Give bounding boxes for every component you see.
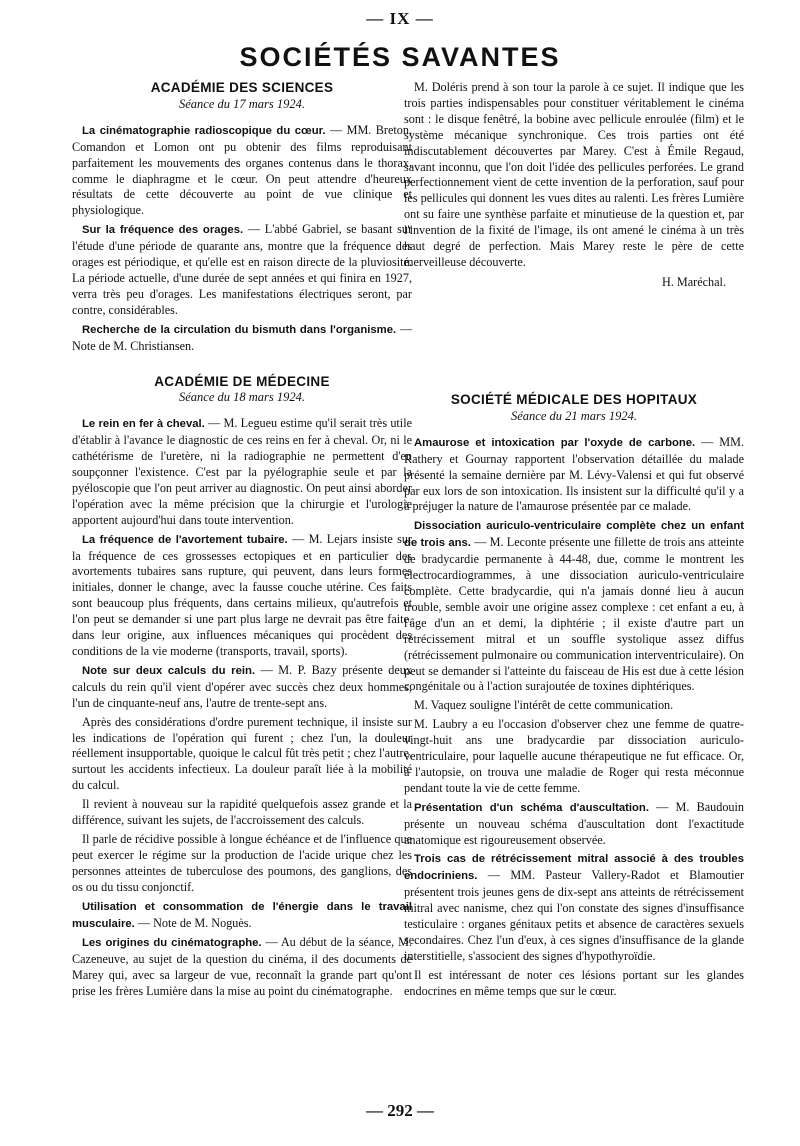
article-text: — Au début de la séance, M. Cazeneuve, au sujet de la question du cinéma, il des documents de Marey qui, avec sa largeur de vue, reconnaît la grande part qu'ont prise les frères Lumière dans la mise au point du cinématographe. — [72, 935, 412, 999]
article-lead: Présentation d'un schéma d'auscultation. — [414, 801, 649, 814]
article-lead: Les origines du cinématographe. — [82, 937, 262, 950]
article-dissociation — [404, 518, 744, 695]
article-text: — M. Legueu estime qu'il serait très utile d'établir à l'avance le diagnostic de ces reins en fer à cheval. Or, ni le cathétérisme de l'uretère, ni la radiographie ne permettent d'en soupçonner l'existence. C'est par la pyélographie seule et par la pyéloscopie que l'on peut arriver au diagnostic. On peut ainsi aborder l'opération avec la même précision que la chirurgie et l'urologie apportent aujourd'hui dans toute intervention. — [72, 416, 412, 527]
article-lead: Amaurose et intoxication par l'oxyde de carbone. — [414, 436, 696, 449]
article-circulation-bismuth — [72, 322, 412, 355]
article-text: — M. Leconte présente une fillette de trois ans atteinte de bradycardie permanente à 44-48, due, comme le montrent les électrocardiogrammes, à une dissociation auriculo-ventriculaire complète. Cette bradycardie, qui n'a jamais donné lieu à aucun trouble, semble avoir une origine assez complexe : cet enfant a eu, à l'âge d'un an et demi, la diphtérie ; il existe d'autre part un rétrécissement mitral et un souffle systolique assez diffus (rétrécissement pulmonaire ou communication interventriculaire). On peut se demander si l'atteinte du faisceau de His est due à cette lésion congénitale ou à l'action surajoutée de toxines diphtériques. — [404, 535, 745, 694]
article-text: — M. P. Bazy présente deux calculs du rein qu'il vient d'opérer avec succès chez deux hommes, l'un de cinquante-neuf ans, l'autre de trente-sept ans. — [72, 662, 412, 710]
article-text: — MM. Breton, Comandon et Lomon ont pu obtenir des films reproduisant parfaitement les mouvements des organes contenus dans le thorax, comme le diaphragme et le cœur. On peut attendre d'heureux résultats de cette découverte au point de vue clinique et physiologique. — [72, 122, 413, 218]
left-column — [72, 80, 412, 1003]
article-origines-cinematographe — [72, 935, 412, 1000]
article-text: Il est intéressant de noter ces lésions portant sur les glandes endocrines en même temps que sur le cœur. — [404, 967, 744, 998]
article-energie-musculaire — [72, 899, 412, 933]
section-title-academie-sciences: ACADÉMIE DES SCIENCES — [150, 80, 334, 95]
article-text: — L'abbé Gabriel, se basant sur l'étude d'une période de quarante ans, montre que la fréquence des orages est périodique, et qu'elle est en raison directe de la pluviosité. La période actuelle, d'une durée de sept années et qui finira en 1927, verra très peu d'orages. Les manifestations électriques seront, par contre, considérables. — [72, 222, 413, 317]
article-paragraph — [404, 717, 744, 797]
article-lead: La fréquence de l'avortement tubaire. — [82, 533, 288, 546]
page-title: SOCIÉTÉS SAVANTES — [239, 42, 561, 72]
seance-date-sciences: Séance du 17 mars 1924. — [178, 96, 306, 111]
article-text: M. Vaquez souligne l'intérêt de cette communication. — [414, 698, 674, 713]
article-lead: Sur la fréquence des orages. — [82, 224, 244, 237]
article-avortement-tubaire — [72, 532, 412, 660]
article-text: Après des considérations d'ordre purement technique, il insiste sur les indications de l'opération qui furent ; chez l'un, la douleur réellement insupportable, quoique le calcul fût très petit ; chez l'autre, surtout les accidents infectieux. La douleur paraît liée à la mobilité du calcul. — [72, 714, 412, 793]
article-text: M. Laubry a eu l'occasion d'observer chez une femme de quatre-vingt-huit ans une bradycardie par dissociation auriculo-ventriculaire, pour laquelle aucune thérapeutique ne fut efficace. Or, à l'autopsie, on trouva une maladie de Roger qui resta méconnue pendant toute la vie de cette femme. — [404, 717, 744, 795]
article-text: — Note de M. Noguès. — [137, 915, 252, 930]
section-title-societe-medicale: SOCIÉTÉ MÉDICALE DES HOPITAUX — [450, 392, 698, 407]
article-lead: Note sur deux calculs du rein. — [82, 664, 256, 677]
article-retrecissement-mitral — [404, 851, 744, 964]
article-lead: Trois cas de rétrécissement mitral associé à des troubles endocriniens. — [404, 853, 744, 883]
right-column-upper — [404, 80, 744, 291]
article-paragraph-doleris — [404, 80, 744, 271]
article-text: Il parle de récidive possible à longue échéance et de l'influence que peut exercer le régime sur la production de l'acide urique chez les personnes atteintes de tuberculose des poumons, des ganglions, des os ou du tissu conjonctif. — [72, 831, 412, 894]
article-paragraph — [72, 832, 412, 896]
article-text: — Note de M. Christiansen. — [72, 321, 412, 353]
page-number-roman: — IX — — [366, 9, 434, 28]
article-frequence-orages — [72, 222, 412, 318]
signature: H. Maréchal. — [662, 274, 726, 289]
article-lead: Le rein en fer à cheval. — [82, 418, 205, 431]
page-number: — 292 — — [366, 1101, 434, 1120]
article-text: M. Doléris prend à son tour la parole à ce sujet. Il indique que les trois parties indispensables pour constituer véritablement le cinéma sont : le disque fenêtré, la bobine avec pellicule enroulée (film) et le système mécanique synchronique. Ces trois parties ont été indiscutablement découvertes par Marey. C'est à Émile Regaud, savant inconnu, que l'on doit l'idée des pellicules perforées. Le grand perfectionnement vient de cette invention de la perforation, sauf pour les pellicules qui donnent les vues dites au ralenti. Les frères Lumière ont su faire une synthèse parfaite et minutieuse de la question et, par l'invention de la fixité de l'image, ils ont amené le cinéma à un très haut degré de perfection. Mais Marey reste le père de cette merveilleuse découverte. — [404, 80, 744, 269]
article-lead: Utilisation et consommation de l'énergie dans le travail musculaire. — [72, 900, 412, 930]
article-paragraph — [72, 797, 412, 829]
article-text: Il revient à nouveau sur la rapidité quelquefois assez grande et la différence, suivant les sujets, de l'accroissement des calculs. — [72, 797, 412, 828]
article-lead: La cinématographie radioscopique du cœur. — [82, 124, 326, 137]
article-paragraph — [404, 698, 744, 714]
seance-date-societe: Séance du 21 mars 1924. — [510, 408, 638, 423]
article-schema-auscultation — [404, 800, 744, 849]
article-paragraph — [72, 715, 412, 795]
right-column-lower — [404, 392, 744, 1003]
article-text: — M. Baudouin présente un nouveau schéma d'auscultation dont l'exactitude anatomique est rigoureusement observée. — [404, 799, 745, 847]
article-lead: Dissociation auriculo-ventriculaire complète chez un enfant de trois ans. — [404, 520, 744, 550]
article-cinematographie-radioscopique — [72, 123, 412, 219]
article-calculs-rein — [72, 663, 412, 712]
article-paragraph — [404, 968, 744, 1000]
article-rein-fer-cheval — [72, 416, 412, 528]
article-text: — M. Lejars insiste sur la fréquence de ces grossesses ectopiques et en particulier des avortements tubaires sans rupture, qui peuvent, dans leurs formes initiales, donner le change, avec la fausse couche utérine. Ces faits sont beaucoup plus fréquents, dans certains milieux, qu'autrefois et l'on peut se demander si une part plus large ne devrait pas être faite, dans leur origine, aux influences mécaniques qui procèdent des conditions de la vie moderne (transports, travail, sports). — [72, 531, 413, 658]
article-text: — MM. Pasteur Vallery-Radot et Blamoutier présentent trois jeunes gens de dix-sept ans atteints de rétrécissement mitral avec nanisme, chez qui l'on constate des signes d'insuffisance testiculaire : organes génitaux petits et absence de caractères sexuels secondaires. Chez l'un d'eux, à ces signes d'insuffisance de la glande interstitielle, s'associent des signes d'hypothyroïdie. — [404, 868, 745, 963]
article-text: — MM. Rathery et Gournay rapportent l'observation détaillée du malade présenté la semaine dernière par M. Lévy-Valensi et qui fut observé par eux lors de son intoxication. Ils insistent sur la difficulté qu'il y a à préjuger la nature de l'amaurose présentée par ce malade. — [404, 434, 745, 514]
article-amaurose — [404, 435, 744, 516]
section-title-academie-medecine: ACADÉMIE DE MÉDECINE — [154, 373, 330, 389]
seance-date-medecine: Séance du 18 mars 1924. — [178, 390, 306, 405]
article-lead: Recherche de la circulation du bismuth dans l'organisme. — [82, 323, 397, 336]
